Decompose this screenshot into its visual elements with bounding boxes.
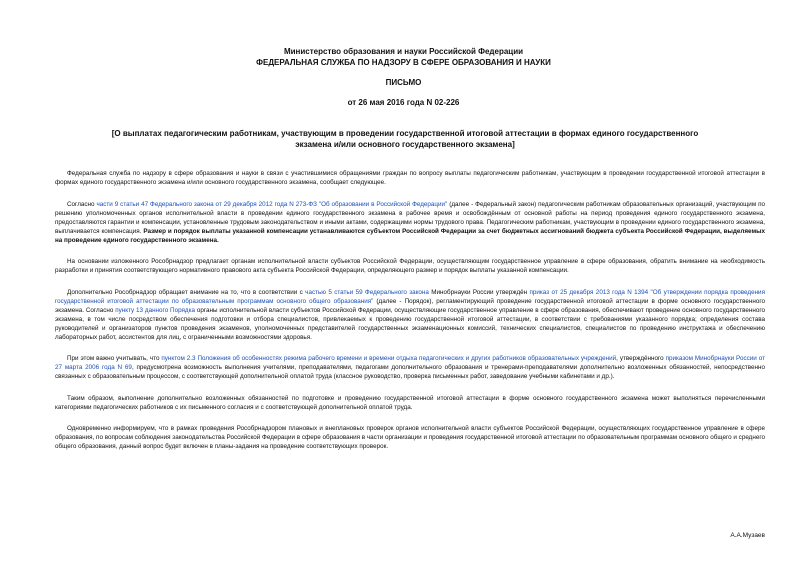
- paragraph-3: На основании изложенного Рособрнадзор предлагает органам исполнительной власти субъектов Российской Федерации, осуществляющим государственное управление в сфере образования, обратить внимание на необходимость разработки и принятия соответствующего нормативного правового акта субъекта Российской Федерации, определяющего размер и порядок выплаты указанной компенсации.: [55, 258, 765, 274]
- paragraph-text: (далее - Порядок), регламентирующий проведение государственной итоговой аттестации в форме основного государственного экзамена. Согласно: [55, 297, 765, 314]
- paragraph-text: (далее - Федеральный закон) педагогическим работникам образовательных организаций, участвующим по решению уполномоченных органов исполнительной власти в проведении единого государственного экзамена в рабочее время и освобождённым от основной работы на период проведения единого государственного экзамена, предоставляются гарантии и компенсации, установленные трудовым законодательством и иными актами, содержащими нормы трудового права. Педагогическим работникам, участвующим в проведении единого государственного экзамена, выплачивается компенсация.: [55, 200, 765, 235]
- link-law-273-article-47[interactable]: части 9 статьи 47 Федерального закона от 29 декабря 2012 года N 273-ФЗ "Об образовании в Российской Федерации": [96, 200, 448, 208]
- paragraph-7: Одновременно информируем, что в рамках проведения Рособрнадзором плановых и внеплановых проверок органов исполнительной власти субъектов Российской Федерации, осуществляющих государственное управление в сфере образования, по вопросам соблюдения законодательства Российской Федерации в сфере образования в части организации и проведения государственной итоговой аттестации по образовательным программам основного общего и среднего общего образования, данный вопрос будет включен в планы-задания на проведение соответствующих проверок.: [55, 425, 765, 450]
- document-body: [55, 169, 765, 464]
- paragraph-text: , предусмотрена возможность выполнения учителями, преподавателями, педагогами дополнительного образования и тренерами-преподавателями дополнительно возложенных обязанностей, непосредственно связанных с образовательным процессом, с соответствующей дополнительной оплатой труда (классное руководство, проверка письменных работ, заведование учебными кабинетами и др.).: [55, 364, 765, 380]
- paragraph-text: Минобрнауки России утверждён: [428, 288, 530, 296]
- link-order-69[interactable]: приказом Минобрнауки России от 27 марта 2006 года N 69: [55, 355, 765, 371]
- service-name: ФЕДЕРАЛЬНАЯ СЛУЖБА ПО НАДЗОРУ В СФЕРЕ ОБРАЗОВАНИЯ И НАУКИ: [256, 58, 551, 67]
- paragraph-4: [55, 288, 765, 342]
- paragraph-text: При этом важно учитывать, что: [67, 355, 162, 362]
- paragraph-2: [55, 200, 765, 245]
- paragraph-text: органы исполнительной власти субъектов Российской Федерации, осуществляющие государственное управление в сфере образования, обеспечивают проведение основного государственного экзамена, в том числе посредством обеспечения подготовки и отбора специалистов, привлекаемых к проведению государственной итоговой аттестации, в соответствии с требованиями указанного порядка; определения состава руководителей и организаторов пунктов проведения экзаменов, уполномоченных представителей государственных экзаменационных комиссий, технических специалистов, специалистов по проведению инструктажа и обеспечению лабораторных работ, ассистентов для лиц, с ограниченными возможностями здоровья.: [55, 306, 766, 341]
- document-type: ПИСЬМО: [385, 78, 422, 87]
- paragraph-1: Федеральная служба по надзору в сфере образования и науки в связи с участившимися обращениями граждан по вопросу выплаты педагогическим работникам, участвующим в проведении государственной итоговой аттестации в формах единого государственного экзамена и/или основного государственного экзамена, сообщает следующее.: [55, 170, 765, 186]
- ministry-name: Министерство образования и науки Российской Федерации: [283, 47, 524, 56]
- paragraph-text: Согласно: [67, 200, 97, 208]
- paragraph-text: Дополнительно Рособрнадзор обращает внимание на то, что в соответствии с: [67, 288, 306, 296]
- link-point-2-3-regulation[interactable]: пунктом 2.3 Положения об особенностях режима рабочего времени и времени отдыха педагогических и других работников образовательных учреждений: [161, 355, 617, 362]
- document-date-number: от 26 мая 2016 года N 02-226: [347, 98, 460, 107]
- paragraph-6: Таким образом, выполнение дополнительно возложенных обязанностей по подготовке и проведению государственной итоговой аттестации в форме основного государственного экзамена может выполняться перечисленными категориями педагогических работников с их письменного согласия и с соответствующей дополнительной оплатой труда.: [55, 394, 765, 411]
- link-article-59-part-5[interactable]: частью 5 статьи 59 Федерального закона: [305, 288, 429, 296]
- paragraph-text: , утверждённого: [616, 355, 666, 362]
- link-point-13-procedure[interactable]: пункту 13 данного Порядка: [115, 306, 195, 314]
- signature: А.А.Музаев: [730, 532, 765, 539]
- document-title: [О выплатах педагогическим работникам, участвующим в проведении государственной итоговой аттестации в формах единого государственного экзамена и/или основного государственного экзамена]: [111, 129, 699, 149]
- paragraph-bold-text: Размер и порядок выплаты указанной компенсации устанавливаются субъектом Российской Федерации за счет бюджетных ассигнований бюджета субъекта Российской Федерации, выделяемых на проведение единого государственного экзамена.: [55, 227, 765, 244]
- paragraph-5: [55, 354, 765, 381]
- link-order-1394[interactable]: приказ от 25 декабря 2013 года N 1394 "Об утверждении порядка проведения государственной итоговой аттестации по образовательным программам основного общего образования": [55, 288, 765, 305]
